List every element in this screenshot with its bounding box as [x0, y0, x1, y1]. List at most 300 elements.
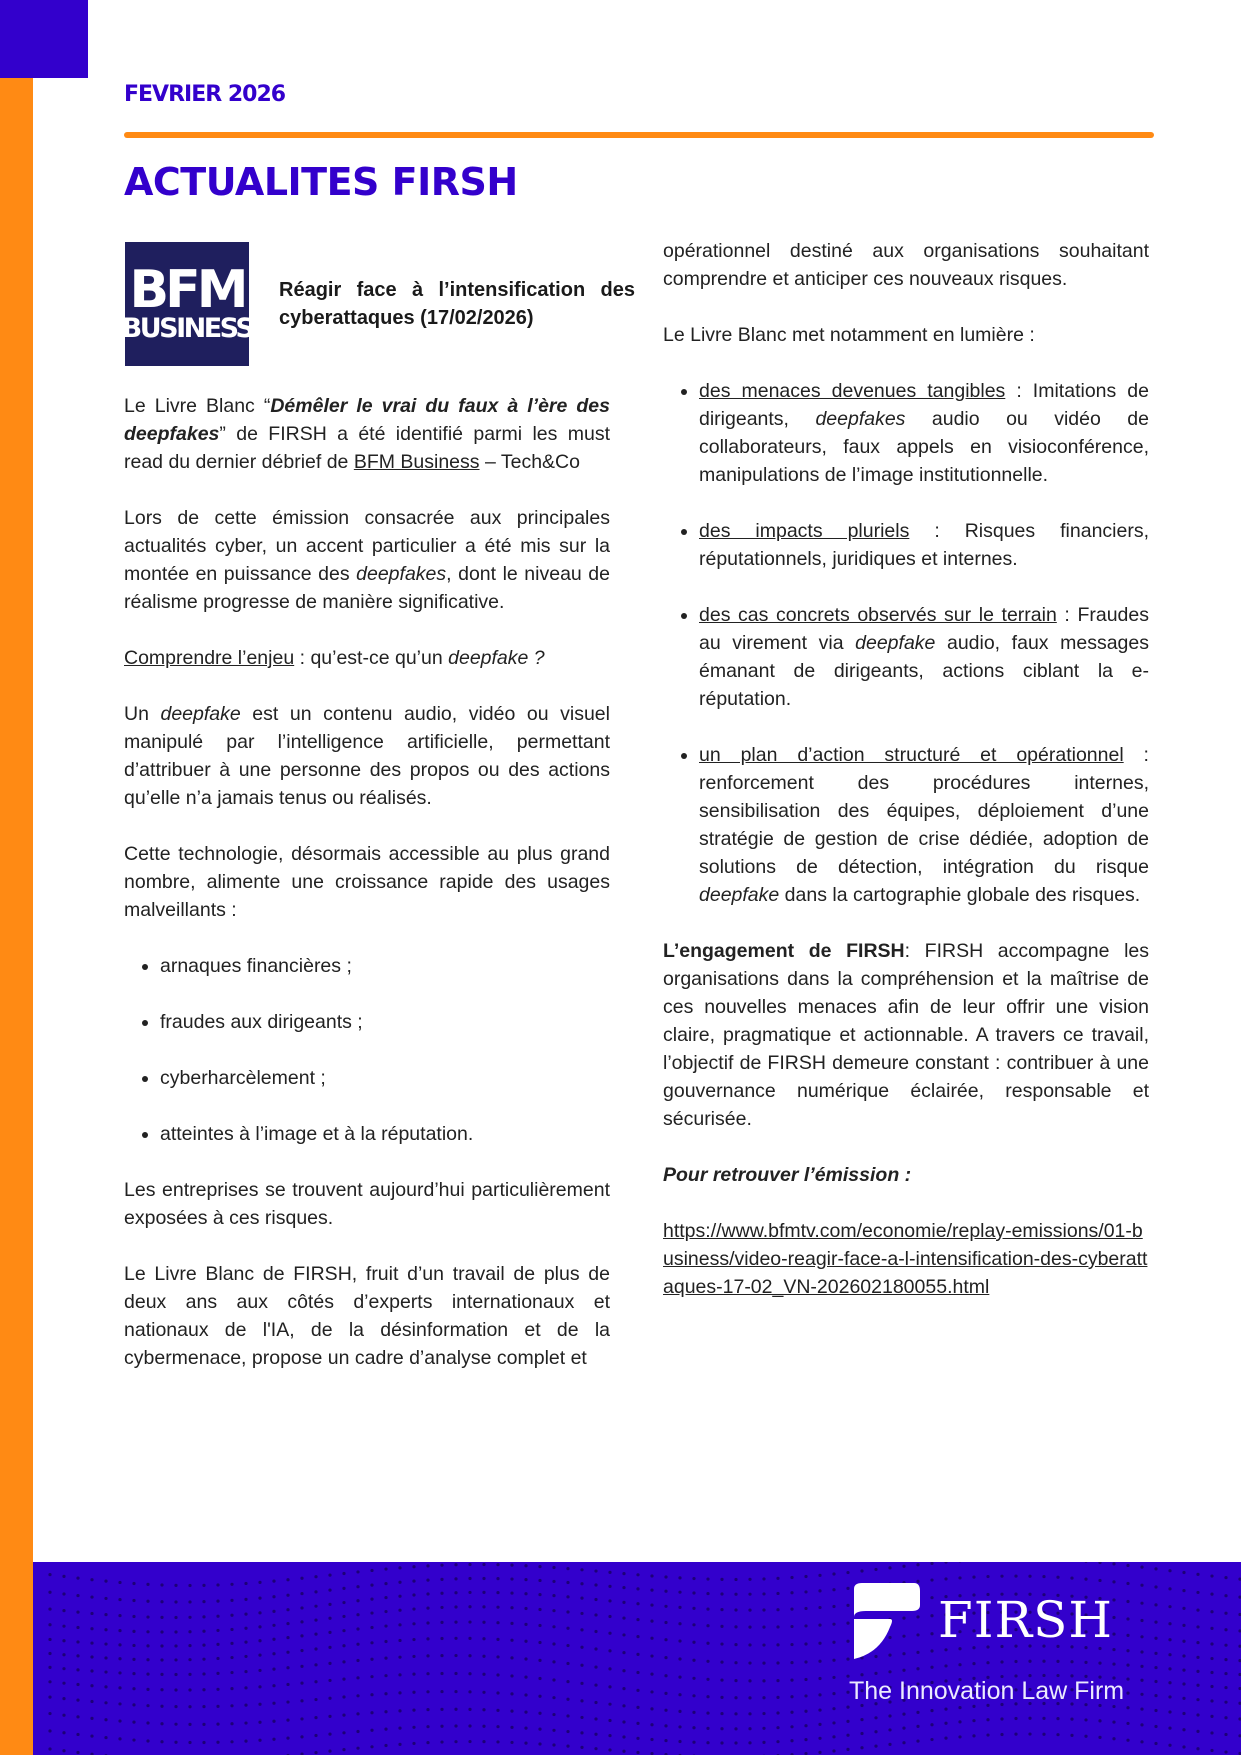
pattern-dot	[888, 1670, 891, 1673]
exposure-paragraph: Les entreprises se trouvent aujourd’hui particulièrement exposées à ces risques.	[124, 1179, 610, 1229]
pattern-dot	[622, 1651, 625, 1654]
pattern-dot	[174, 1630, 177, 1633]
pattern-dot	[328, 1574, 331, 1577]
pattern-dot	[762, 1712, 765, 1715]
pattern-dot	[62, 1639, 65, 1642]
pattern-dot	[636, 1706, 639, 1709]
pattern-dot	[1140, 1723, 1143, 1726]
pattern-dot	[62, 1592, 65, 1595]
pattern-dot	[62, 1667, 65, 1670]
pattern-dot	[818, 1606, 821, 1609]
pattern-dot	[692, 1591, 695, 1594]
pattern-dot	[356, 1676, 359, 1679]
pattern-dot	[314, 1633, 317, 1636]
pattern-dot	[790, 1679, 793, 1682]
pattern-dot	[706, 1660, 709, 1663]
pattern-dot	[328, 1662, 331, 1665]
pattern-dot	[846, 1748, 849, 1751]
pattern-dot	[678, 1725, 681, 1728]
pattern-dot	[314, 1590, 317, 1593]
pattern-dot	[692, 1711, 695, 1714]
pattern-dot	[706, 1678, 709, 1681]
pattern-dot	[426, 1564, 429, 1567]
pattern-dot	[118, 1614, 121, 1617]
pattern-dot	[132, 1703, 135, 1706]
pattern-dot	[538, 1593, 541, 1596]
pattern-dot	[342, 1587, 345, 1590]
pattern-dot	[706, 1741, 709, 1744]
text: Lors de cette émission consacrée aux principales actualités cyber, un accent particulier a été mis sur la montée en puissance des	[124, 507, 610, 585]
pattern-dot	[972, 1576, 975, 1579]
pattern-dot	[440, 1564, 443, 1567]
pattern-dot	[818, 1751, 821, 1754]
pattern-dot	[958, 1706, 961, 1709]
pattern-dot	[930, 1738, 933, 1741]
pattern-dot	[622, 1750, 625, 1753]
pattern-dot	[356, 1747, 359, 1750]
pattern-dot	[678, 1606, 681, 1609]
pattern-dot	[1028, 1732, 1031, 1735]
pattern-dot	[286, 1636, 289, 1639]
pattern-dot	[538, 1608, 541, 1611]
pattern-dot	[622, 1720, 625, 1723]
pattern-dot	[370, 1611, 373, 1614]
pattern-dot	[1154, 1680, 1157, 1683]
pattern-dot	[734, 1696, 737, 1699]
pattern-dot	[664, 1739, 667, 1742]
pattern-dot	[1056, 1717, 1059, 1720]
pattern-dot	[230, 1583, 233, 1586]
pattern-dot	[650, 1603, 653, 1606]
pattern-dot	[720, 1592, 723, 1595]
pattern-dot	[524, 1727, 527, 1730]
pattern-dot	[636, 1737, 639, 1740]
pattern-dot	[300, 1665, 303, 1668]
pattern-dot	[496, 1621, 499, 1624]
pattern-dot	[76, 1654, 79, 1657]
pattern-dot	[440, 1578, 443, 1581]
pattern-dot	[482, 1740, 485, 1743]
pattern-dot	[1056, 1576, 1059, 1579]
pattern-dot	[566, 1745, 569, 1748]
pattern-dot	[692, 1623, 695, 1626]
pattern-dot	[244, 1627, 247, 1630]
pattern-dot	[216, 1657, 219, 1660]
pattern-dot	[818, 1660, 821, 1663]
pattern-dot	[664, 1724, 667, 1727]
pattern-dot	[426, 1708, 429, 1711]
pattern-dot	[230, 1687, 233, 1690]
pattern-dot	[664, 1590, 667, 1593]
pattern-dot	[664, 1621, 667, 1624]
pattern-dot	[398, 1743, 401, 1746]
pattern-dot	[734, 1625, 737, 1628]
pattern-dot	[328, 1631, 331, 1634]
pattern-dot	[804, 1642, 807, 1645]
pattern-dot	[104, 1718, 107, 1721]
pattern-dot	[790, 1739, 793, 1742]
pattern-dot	[748, 1679, 751, 1682]
pattern-dot	[1154, 1567, 1157, 1570]
pattern-dot	[454, 1654, 457, 1657]
pattern-dot	[412, 1691, 415, 1694]
pattern-dot	[244, 1598, 247, 1601]
article-headline: Réagir face à l’intensification des cyberattaques (17/02/2026)	[279, 279, 635, 329]
pattern-dot	[860, 1732, 863, 1735]
pattern-dot	[468, 1672, 471, 1675]
pattern-dot	[426, 1579, 429, 1582]
pattern-dot	[916, 1739, 919, 1742]
pattern-dot	[1210, 1715, 1213, 1718]
pattern-dot	[1126, 1691, 1129, 1694]
pattern-dot	[678, 1676, 681, 1679]
pattern-dot	[426, 1690, 429, 1693]
pattern-dot	[160, 1705, 163, 1708]
pattern-dot	[356, 1712, 359, 1715]
pattern-dot	[496, 1691, 499, 1694]
pattern-dot	[776, 1696, 779, 1699]
pattern-dot	[734, 1741, 737, 1744]
pattern-dot	[286, 1737, 289, 1740]
pattern-dot	[510, 1639, 513, 1642]
pattern-dot	[272, 1668, 275, 1671]
pattern-dot	[734, 1578, 737, 1581]
pattern-dot	[174, 1741, 177, 1744]
pattern-dot	[132, 1738, 135, 1741]
pattern-dot	[160, 1644, 163, 1647]
pattern-dot	[832, 1641, 835, 1644]
pattern-dot	[986, 1575, 989, 1578]
pattern-dot	[552, 1609, 555, 1612]
pattern-dot	[1196, 1730, 1199, 1733]
pattern-dot	[902, 1727, 905, 1730]
pattern-dot	[608, 1734, 611, 1737]
pattern-dot	[160, 1673, 163, 1676]
pattern-dot	[930, 1578, 933, 1581]
pattern-dot	[832, 1623, 835, 1626]
pattern-dot	[678, 1591, 681, 1594]
list-item: • arnaques financières ;	[160, 952, 610, 980]
pattern-dot	[454, 1708, 457, 1711]
pattern-dot	[244, 1582, 247, 1585]
pattern-dot	[1154, 1637, 1157, 1640]
pattern-dot	[580, 1597, 583, 1600]
pattern-dot	[804, 1607, 807, 1610]
pattern-dot	[230, 1614, 233, 1617]
pattern-dot	[692, 1641, 695, 1644]
pattern-dot	[174, 1723, 177, 1726]
pattern-dot	[874, 1730, 877, 1733]
pattern-dot	[370, 1626, 373, 1629]
pattern-dot	[468, 1654, 471, 1657]
pattern-dot	[986, 1718, 989, 1721]
pattern-dot	[76, 1668, 79, 1671]
pattern-dot	[202, 1723, 205, 1726]
pattern-dot	[818, 1642, 821, 1645]
pattern-dot	[216, 1672, 219, 1675]
pattern-dot	[48, 1573, 51, 1576]
pattern-dot	[832, 1735, 835, 1738]
pattern-dot	[580, 1731, 583, 1734]
bfm-logo-line2: BUSINESS	[121, 312, 253, 344]
pattern-dot	[202, 1688, 205, 1691]
pattern-dot	[258, 1625, 261, 1628]
pattern-dot	[720, 1727, 723, 1730]
pattern-dot	[188, 1705, 191, 1708]
pattern-dot	[286, 1683, 289, 1686]
pattern-dot	[1126, 1664, 1129, 1667]
pattern-dot	[356, 1694, 359, 1697]
pattern-dot	[188, 1600, 191, 1603]
pattern-dot	[104, 1685, 107, 1688]
pattern-dot	[538, 1641, 541, 1644]
pattern-dot	[146, 1704, 149, 1707]
pattern-dot	[552, 1642, 555, 1645]
pattern-dot	[888, 1743, 891, 1746]
pattern-dot	[1154, 1585, 1157, 1588]
pattern-dot	[958, 1720, 961, 1723]
pattern-dot	[48, 1652, 51, 1655]
pattern-dot	[146, 1658, 149, 1661]
pattern-dot	[720, 1625, 723, 1628]
pattern-dot	[132, 1630, 135, 1633]
pattern-dot	[720, 1712, 723, 1715]
pattern-dot	[384, 1657, 387, 1660]
pattern-dot	[342, 1714, 345, 1717]
pattern-dot	[580, 1582, 583, 1585]
pattern-dot	[552, 1729, 555, 1732]
pattern-dot	[944, 1707, 947, 1710]
text: : qu’est-ce qu’un	[294, 647, 449, 669]
pattern-dot	[790, 1711, 793, 1714]
pattern-dot	[972, 1734, 975, 1737]
pattern-dot	[608, 1719, 611, 1722]
pattern-dot	[776, 1711, 779, 1714]
pattern-dot	[384, 1674, 387, 1677]
pattern-dot	[1154, 1621, 1157, 1624]
pattern-dot	[132, 1721, 135, 1724]
pattern-dot	[916, 1725, 919, 1728]
pattern-dot	[706, 1727, 709, 1730]
pattern-dot	[174, 1600, 177, 1603]
pattern-dot	[1224, 1733, 1227, 1736]
pattern-dot	[216, 1600, 219, 1603]
pattern-dot	[552, 1625, 555, 1628]
pattern-dot	[118, 1598, 121, 1601]
pattern-dot	[664, 1674, 667, 1677]
pattern-dot	[342, 1731, 345, 1734]
pattern-dot	[706, 1577, 709, 1580]
pattern-dot	[104, 1701, 107, 1704]
pattern-dot	[258, 1611, 261, 1614]
pattern-dot	[160, 1740, 163, 1743]
pattern-dot	[720, 1696, 723, 1699]
pattern-dot	[118, 1629, 121, 1632]
pattern-dot	[90, 1627, 93, 1630]
pattern-dot	[1182, 1654, 1185, 1657]
pattern-dot	[1196, 1684, 1199, 1687]
pattern-dot	[790, 1625, 793, 1628]
pattern-dot	[1042, 1733, 1045, 1736]
pattern-dot	[356, 1613, 359, 1616]
pattern-dot	[398, 1727, 401, 1730]
broadcast-url-link[interactable]: https://www.bfmtv.com/economie/replay-emissions/01-business/video-reagir-face-a-l-intensification-des-cyberattaques-17-02_VN-202602180055.html	[663, 1220, 1148, 1298]
pattern-dot	[62, 1653, 65, 1656]
pattern-dot	[594, 1630, 597, 1633]
pattern-dot	[664, 1709, 667, 1712]
pattern-dot	[426, 1637, 429, 1640]
pattern-dot	[160, 1658, 163, 1661]
pattern-dot	[300, 1717, 303, 1720]
pattern-dot	[734, 1593, 737, 1596]
pattern-dot	[1168, 1587, 1171, 1590]
pattern-dot	[818, 1624, 821, 1627]
pattern-dot	[580, 1746, 583, 1749]
pattern-dot	[48, 1623, 51, 1626]
pattern-dot	[608, 1703, 611, 1706]
pattern-dot	[496, 1577, 499, 1580]
pattern-dot	[1182, 1589, 1185, 1592]
pattern-dot	[76, 1640, 79, 1643]
pattern-dot	[692, 1726, 695, 1729]
pattern-dot	[1168, 1695, 1171, 1698]
pattern-dot	[720, 1578, 723, 1581]
pattern-dot	[314, 1698, 317, 1701]
pattern-dot	[174, 1644, 177, 1647]
pattern-dot	[566, 1730, 569, 1733]
pattern-dot	[454, 1690, 457, 1693]
pattern-dot	[160, 1600, 163, 1603]
pattern-dot	[160, 1630, 163, 1633]
pattern-dot	[454, 1620, 457, 1623]
pattern-dot	[566, 1698, 569, 1701]
text: : Risques financiers, réputationnels, juridiques et internes.	[699, 520, 1149, 570]
pattern-dot	[202, 1600, 205, 1603]
pattern-dot	[524, 1623, 527, 1626]
pattern-dot	[1210, 1657, 1213, 1660]
pattern-dot	[888, 1714, 891, 1717]
pattern-dot	[762, 1662, 765, 1665]
pattern-dot	[1210, 1574, 1213, 1577]
highlight-title: un plan d’action structuré et opérationnel	[699, 744, 1124, 766]
firsh-wordmark: FIRSH	[938, 1591, 1113, 1649]
pattern-dot	[524, 1742, 527, 1745]
pattern-dot	[216, 1583, 219, 1586]
pattern-dot	[188, 1616, 191, 1619]
pattern-dot	[1098, 1579, 1101, 1582]
pattern-dot	[524, 1711, 527, 1714]
pattern-dot	[636, 1602, 639, 1605]
pattern-dot	[1224, 1750, 1227, 1753]
pattern-dot	[1028, 1717, 1031, 1720]
pattern-dot	[776, 1625, 779, 1628]
pattern-dot	[468, 1563, 471, 1566]
pattern-dot	[930, 1723, 933, 1726]
pattern-dot	[1168, 1667, 1171, 1670]
pattern-dot	[748, 1609, 751, 1612]
pattern-dot	[412, 1565, 415, 1568]
pattern-dot	[1168, 1638, 1171, 1641]
pattern-dot	[580, 1699, 583, 1702]
pattern-dot	[538, 1565, 541, 1568]
pattern-dot	[202, 1741, 205, 1744]
pattern-dot	[566, 1662, 569, 1665]
pattern-dot	[174, 1584, 177, 1587]
pattern-dot	[482, 1725, 485, 1728]
pattern-dot	[748, 1741, 751, 1744]
pattern-dot	[650, 1690, 653, 1693]
pattern-dot	[48, 1666, 51, 1669]
pattern-dot	[1014, 1574, 1017, 1577]
pattern-dot	[454, 1740, 457, 1743]
pattern-dot	[1210, 1610, 1213, 1613]
pattern-dot	[524, 1640, 527, 1643]
pattern-dot	[48, 1607, 51, 1610]
pattern-dot	[594, 1647, 597, 1650]
pattern-dot	[692, 1741, 695, 1744]
text: Le Livre Blanc “	[124, 395, 271, 417]
pattern-dot	[286, 1608, 289, 1611]
pattern-dot	[258, 1739, 261, 1742]
pattern-dot	[1210, 1685, 1213, 1688]
bfm-business-link[interactable]: BFM Business	[353, 451, 480, 473]
pattern-dot	[412, 1655, 415, 1658]
pattern-dot	[678, 1576, 681, 1579]
pattern-dot	[216, 1705, 219, 1708]
text: : Imitations de dirigeants,	[699, 380, 1149, 430]
pattern-dot	[1140, 1665, 1143, 1668]
pattern-dot	[412, 1709, 415, 1712]
pattern-dot	[1084, 1562, 1087, 1563]
pattern-dot	[104, 1628, 107, 1631]
pattern-dot	[678, 1657, 681, 1660]
pattern-dot	[146, 1630, 149, 1633]
pattern-dot	[1210, 1642, 1213, 1645]
pattern-dot	[510, 1741, 513, 1744]
pattern-dot	[342, 1615, 345, 1618]
pattern-dot	[790, 1608, 793, 1611]
pattern-dot	[160, 1616, 163, 1619]
pattern-dot	[146, 1721, 149, 1724]
pattern-dot	[272, 1738, 275, 1741]
pattern-dot	[916, 1711, 919, 1714]
intro-paragraph	[124, 392, 610, 476]
pattern-dot	[832, 1659, 835, 1662]
pattern-dot	[90, 1578, 93, 1581]
pattern-dot	[706, 1695, 709, 1698]
list-item	[699, 741, 1149, 909]
pattern-dot	[216, 1723, 219, 1726]
pattern-dot	[412, 1593, 415, 1596]
pattern-dot	[258, 1581, 261, 1584]
pattern-dot	[748, 1578, 751, 1581]
pattern-dot	[552, 1566, 555, 1569]
pattern-dot	[188, 1723, 191, 1726]
pattern-dot	[118, 1581, 121, 1584]
pattern-dot	[636, 1653, 639, 1656]
pattern-dot	[1140, 1679, 1143, 1682]
pattern-dot	[1168, 1569, 1171, 1572]
pattern-dot	[104, 1597, 107, 1600]
pattern-dot	[118, 1671, 121, 1674]
pattern-dot	[76, 1715, 79, 1718]
pattern-dot	[538, 1728, 541, 1731]
firsh-tagline: The Innovation Law Firm	[849, 1677, 1125, 1705]
pattern-dot	[482, 1605, 485, 1608]
pattern-dot	[76, 1610, 79, 1613]
pattern-dot	[622, 1572, 625, 1575]
pattern-dot	[1154, 1603, 1157, 1606]
